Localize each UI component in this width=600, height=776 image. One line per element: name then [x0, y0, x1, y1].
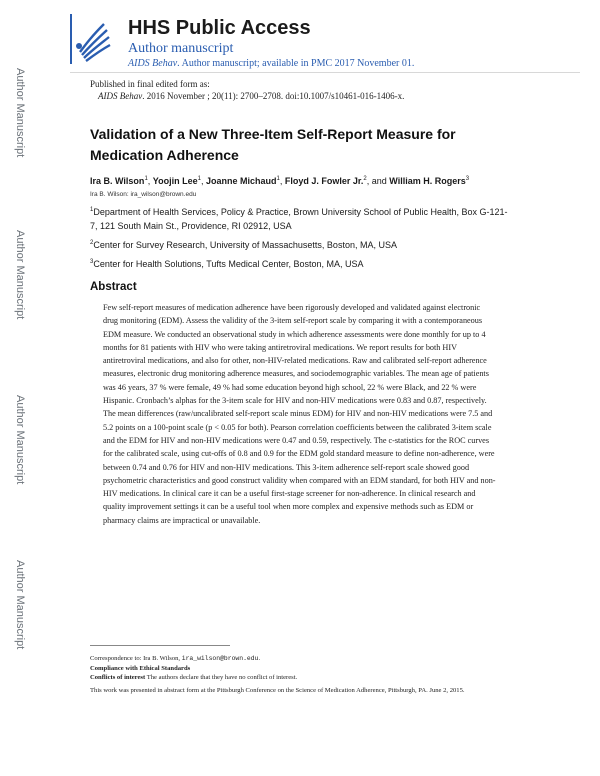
hhs-header: [70, 14, 570, 72]
correspondence-label: Correspondence to: Ira B. Wilson,: [90, 655, 182, 662]
author-affiliation-sup: 1: [276, 176, 280, 182]
pub-journal: AIDS Behav: [98, 91, 143, 101]
author-name: Floyd J. Fowler Jr.: [284, 176, 364, 186]
author-affiliation-sup: 2: [363, 176, 367, 182]
side-label-author-manuscript: Author Manuscript: [14, 560, 26, 650]
compliance-heading: [90, 664, 510, 673]
hhs-public-access-title: HHS Public Access: [128, 17, 311, 39]
hhs-eagle-logo-icon: [70, 14, 114, 64]
conflicts-footnote: [90, 673, 510, 682]
author-name: William H. Rogers: [389, 176, 466, 186]
author-list: [90, 176, 590, 186]
side-label-author-manuscript: Author Manuscript: [14, 230, 26, 320]
author-manuscript-subtitle: Author manuscript: [128, 41, 234, 56]
published-label: Published in final edited form as:: [90, 79, 210, 89]
author-affiliation-sup: 3: [465, 176, 470, 182]
side-label-author-manuscript: Author Manuscript: [14, 68, 26, 158]
conflicts-text: The authors declare that they have no conflict of interest.: [145, 674, 298, 681]
affiliation-number: 2: [90, 240, 94, 246]
affiliation-text: Center for Health Solutions, Tufts Medical Center, Boston, MA, USA: [93, 259, 364, 269]
author-name: Ira B. Wilson: [90, 176, 145, 186]
affiliation-text: Center for Survey Research, University of Massachusetts, Boston, MA, USA: [93, 240, 397, 250]
publication-info: [90, 78, 404, 102]
correspondence-footnote: [90, 654, 510, 663]
author-separator: ,: [147, 176, 153, 186]
abstract-heading: Abstract: [90, 281, 137, 293]
author-affiliation-sup: 1: [144, 176, 148, 182]
compliance-heading-text: Compliance with Ethical Standards: [90, 665, 191, 672]
footnote-divider: [90, 645, 230, 646]
affiliation-number: 3: [90, 259, 94, 265]
conflicts-label: Conflicts of interest: [90, 674, 146, 681]
affiliation: [90, 236, 510, 252]
availability-citation: [128, 58, 414, 69]
header-divider: [70, 72, 580, 73]
paper-title: Validation of a New Three-Item Self-Report Measure for Medication Adherence: [90, 126, 456, 163]
journal-name: AIDS Behav: [128, 58, 178, 69]
author-separator: ,: [200, 176, 206, 186]
author-name: Joanne Michaud: [206, 176, 277, 186]
pub-details: . 2016 November ; 20(11): 2700–2708. doi:10.1007/s10461-016-1406-x.: [142, 91, 405, 101]
correspondence-email[interactable]: ira_wilson@brown.edu: [181, 655, 259, 662]
side-label-author-manuscript: Author Manuscript: [14, 395, 26, 485]
abstract-body: Few self-report measures of medication adherence have been rigorously developed and validated against electronic drug monitoring (EDM). Assess the validity of the 3-item self-report scale by comparing it with a contemporaneous EDM measure. We conducted an observational study in which adherence assessments were done monthly for up to 4 months for 81 patients with HIV who were taking antiretroviral medications. We report results for both HIV antiretroviral medications, and also for other, non-HIV-related medications. Raw and calibrated self-report adherence measures, electronic drug monitoring adherence measures, and sociodemographic variables. The mean age of patients was 46 years, 37 % were female, 49 % had some education beyond high school, 22 % were Black, and 22 % were Hispanic. Cronbach’s alphas for the 3-item scale for HIV and non-HIV medications were 0.83 and 0.87, respectively. The mean differences (raw/uncalibrated self-report scale minus EDM) for HIV and non-HIV medications were 7.5 and 5.2 points on a 100-point scale (p < 0.05 for both). Pearson correlation coefficients between the calibrated 3-item scale and the EDM for HIV and non-HIV medications were 0.47 and 0.59, respectively. The c-statistics for the ROC curves for the calibrated scale, using cut-offs of 0.8 and 0.9 for the EDM gold standard measure to define non-adherence, were between 0.74 and 0.76 for HIV and non-HIV medications. This 3-item adherence self-report scale showed good psychometric characteristics and good construct validity when compared with an EDM standard, for both HIV and non-HIV medications. In clinical care it can be a useful first-stage screener for non-adherence. In clinical research and quality improvement settings it can be a useful tool when more complex and expensive methods such as EDM or pharmacy claims are impractical or unavailable.: [103, 303, 496, 525]
author-email: Ira B. Wilson: ira_wilson@brown.edu: [90, 191, 197, 198]
presentation-footnote: This work was presented in abstract form at the Pittsburgh Conference on the Science of Medication Adherence, Pittsburgh, PA. June 2, 2015.: [90, 687, 465, 694]
affiliation: [90, 255, 510, 271]
affiliation-number: 1: [90, 207, 94, 213]
affiliation-text: Department of Health Services, Policy & Practice, Brown University School of Public Health, Box G-121-7, 121 South Main St., Providence, RI 02912, USA: [90, 207, 508, 231]
author-name: Yoojin Lee: [152, 176, 198, 186]
affiliation: [90, 203, 510, 233]
correspondence-end: .: [258, 655, 261, 662]
citation-rest: . Author manuscript; available in PMC 2017 November 01.: [177, 58, 415, 69]
author-separator: , and: [366, 176, 390, 186]
author-affiliation-sup: 1: [197, 176, 201, 182]
publication-citation: [90, 90, 404, 102]
author-separator: ,: [279, 176, 285, 186]
